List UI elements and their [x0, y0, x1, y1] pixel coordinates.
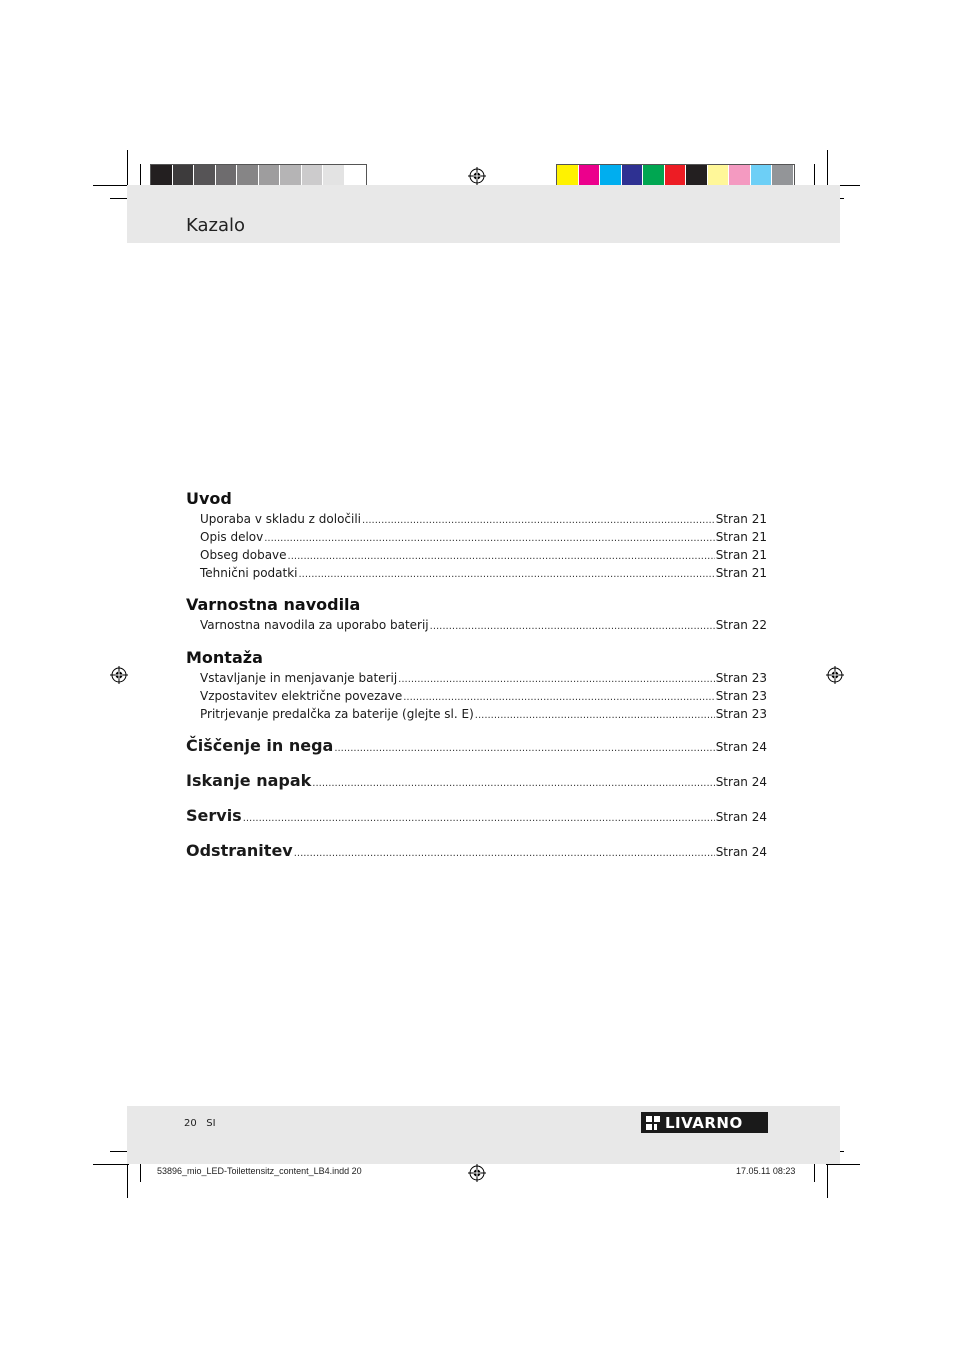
crop-mark	[93, 1164, 129, 1165]
toc-item-page: Stran 23	[715, 689, 767, 703]
toc-item-label: Obseg dobave	[200, 548, 287, 562]
toc-item-label: Opis delov	[200, 530, 264, 544]
color-swatch	[345, 165, 367, 187]
toc-entry-page: Stran 24	[715, 775, 767, 789]
crop-mark	[110, 1151, 128, 1152]
color-swatch	[665, 165, 687, 187]
leader-dots	[294, 842, 715, 866]
leader-dots	[299, 566, 715, 584]
toc-item[interactable]	[186, 687, 767, 705]
toc-item[interactable]	[186, 669, 767, 687]
leader-dots	[264, 530, 714, 548]
toc-item-page: Stran 21	[715, 530, 767, 544]
toc-item-label: Uporaba v skladu z določili	[200, 512, 362, 526]
toc-entry-page: Stran 24	[715, 845, 767, 859]
toc-section-title: Uvod	[186, 489, 232, 508]
color-swatch	[579, 165, 601, 187]
leader-dots	[362, 512, 715, 530]
leader-dots	[475, 707, 715, 725]
color-swatch	[237, 165, 259, 187]
color-swatch	[686, 165, 708, 187]
crop-mark	[127, 150, 128, 186]
toc-section-title: Montaža	[186, 648, 263, 667]
color-swatch	[643, 165, 665, 187]
toc-item[interactable]	[186, 616, 767, 634]
toc-item[interactable]	[186, 705, 767, 723]
toc-entry-title: Čiščenje in nega	[186, 736, 334, 755]
crop-mark	[827, 1160, 828, 1198]
toc-entry-ciscenje	[186, 734, 767, 758]
crop-mark	[827, 150, 828, 186]
toc-section-uvod	[186, 488, 767, 582]
toc-item-page: Stran 21	[715, 512, 767, 526]
print-timestamp: 17.05.11 08:23	[736, 1166, 796, 1176]
color-swatch	[280, 165, 302, 187]
toc-entry-title: Iskanje napak	[186, 771, 312, 790]
toc-entry[interactable]	[186, 839, 767, 863]
toc-item-label: Vstavljanje in menjavanje baterij	[200, 671, 398, 685]
toc-item-label: Vzpostavitev električne povezave	[200, 689, 403, 703]
toc-item-page: Stran 22	[715, 618, 767, 632]
toc-entry-title: Servis	[186, 806, 242, 825]
toc-section-montaza	[186, 647, 767, 723]
color-swatch	[323, 165, 345, 187]
toc-entry[interactable]	[186, 804, 767, 828]
toc-entry-title: Odstranitev	[186, 841, 293, 860]
color-swatch	[729, 165, 751, 187]
color-swatch	[557, 165, 579, 187]
toc-item-label: Varnostna navodila za uporabo baterij	[200, 618, 429, 632]
toc-item-page: Stran 23	[715, 707, 767, 721]
toc-entry-page: Stran 24	[715, 810, 767, 824]
crop-mark	[814, 164, 815, 186]
registration-mark-icon	[468, 167, 486, 185]
toc-entry-iskanje-napak	[186, 769, 767, 793]
toc-item-page: Stran 23	[715, 671, 767, 685]
file-slug: 53896_mio_LED-Toilettensitz_content_LB4.indd 20	[157, 1166, 362, 1176]
toc-item-label: Pritrjevanje predalčka za baterije (glejte sl. E)	[200, 707, 474, 721]
color-swatch	[708, 165, 730, 187]
toc-item[interactable]	[186, 510, 767, 528]
crop-mark	[93, 185, 129, 186]
toc-item[interactable]	[186, 564, 767, 582]
toc-entry-servis	[186, 804, 767, 828]
color-swatch	[173, 165, 195, 187]
page-title: Kazalo	[186, 215, 246, 236]
toc-entry-page: Stran 24	[715, 740, 767, 754]
toc-item-label: Tehnični podatki	[200, 566, 298, 580]
page-number	[184, 1118, 216, 1129]
color-swatch	[151, 165, 173, 187]
logo-mark-icon	[646, 1116, 660, 1130]
crop-mark	[826, 1164, 860, 1165]
toc-item-page: Stran 21	[715, 548, 767, 562]
crop-mark	[127, 1160, 128, 1198]
registration-mark-icon	[826, 666, 844, 684]
color-swatch	[194, 165, 216, 187]
toc-item[interactable]	[186, 528, 767, 546]
leader-dots	[312, 772, 714, 796]
registration-mark-icon	[468, 1164, 486, 1182]
leader-dots	[334, 737, 714, 761]
leader-dots	[398, 671, 715, 689]
color-swatch	[216, 165, 238, 187]
crop-mark	[110, 198, 128, 199]
crop-mark	[140, 164, 141, 186]
livarno-logo	[641, 1112, 768, 1133]
toc-item-page: Stran 21	[715, 566, 767, 580]
color-swatch	[622, 165, 644, 187]
toc-entry[interactable]	[186, 769, 767, 793]
toc-section-varnostna-navodila	[186, 594, 767, 634]
leader-dots	[243, 807, 715, 831]
page-number-value: 20	[184, 1118, 197, 1129]
color-swatch	[600, 165, 622, 187]
language-code: SI	[206, 1118, 216, 1129]
leader-dots	[430, 618, 715, 636]
color-swatch	[302, 165, 324, 187]
toc-item[interactable]	[186, 546, 767, 564]
toc-entry-odstranitev	[186, 839, 767, 863]
toc-entry[interactable]	[186, 734, 767, 758]
color-swatch	[751, 165, 773, 187]
toc-section-title: Varnostna navodila	[186, 595, 361, 614]
color-swatch	[772, 165, 794, 187]
leader-dots	[288, 548, 715, 566]
color-swatch	[259, 165, 281, 187]
logo-text: LIVARNO	[665, 1113, 743, 1132]
registration-mark-icon	[110, 666, 128, 684]
